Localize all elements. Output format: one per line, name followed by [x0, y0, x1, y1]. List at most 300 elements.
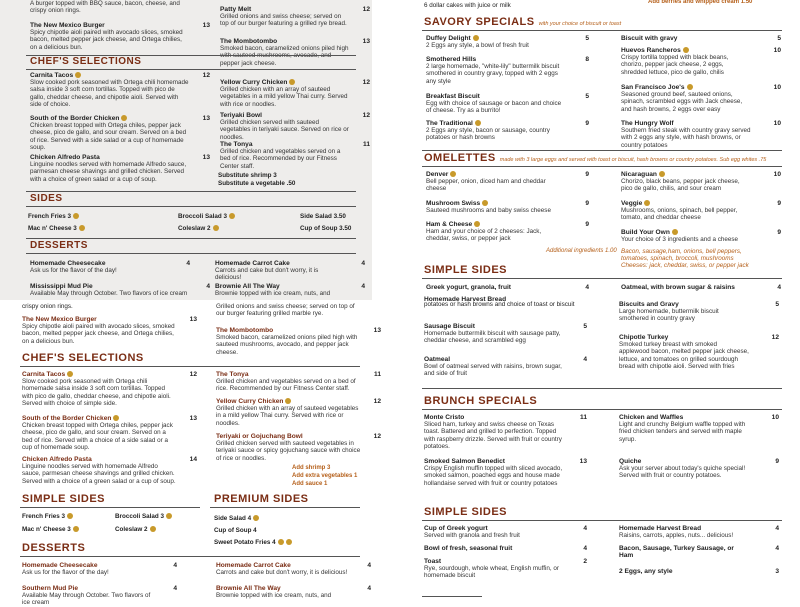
side-two-eggs: [619, 568, 779, 575]
veg-icon: [67, 513, 73, 519]
side-broccoli-salad: [115, 513, 172, 520]
item-price: 4: [361, 283, 365, 290]
item-price: 4: [367, 585, 371, 592]
veg-icon: [166, 513, 172, 519]
item-title: Cup of Greek yogurt: [424, 525, 488, 532]
build-ingredient-list: Bacon, sausage,ham, onions, bell peppers, tomatoes, spinach, broccoli, mushrooms Cheeses: jack, cheddar, swiss, or pepper jack: [621, 248, 749, 270]
item-title: The New Mexico Burger: [22, 316, 97, 323]
item-title: San Francisco Joe's: [621, 84, 685, 91]
side-sweet-potato-fries: [214, 539, 292, 546]
item-price: 4: [583, 525, 587, 532]
item-price: 9: [777, 229, 781, 236]
item-price: 4: [173, 585, 177, 592]
substitute-shrimp: Substitute shrimp 3: [218, 172, 277, 179]
item-title: Bowl of fresh, seasonal fruit: [424, 545, 513, 552]
pepper-icon: [113, 415, 119, 421]
veg-icon: [278, 539, 284, 545]
item-price: 13: [189, 316, 197, 323]
menu-item-duffey: [426, 35, 589, 50]
item-price: 10: [773, 47, 781, 54]
pepper-icon: [683, 47, 689, 53]
item-price: 13: [579, 458, 587, 465]
dessert-mud-pie: [22, 585, 177, 607]
divider: [422, 596, 482, 597]
side-french-fries: [22, 513, 73, 520]
menu-item-new-mexico-burger: [30, 22, 210, 51]
section-header-simple-sides: SIMPLE SIDES: [22, 493, 106, 505]
section-header-premium-sides: PREMIUM SIDES: [214, 493, 309, 505]
dessert-cheesecake: [22, 562, 177, 577]
item-desc: Grilled chicken served with sauteed vegetables in teriyaki sauce. Served on rice or noodles.: [220, 119, 349, 141]
side-label: French Fries 3: [28, 213, 72, 220]
item-price: 13: [362, 38, 370, 45]
item-price: 4: [777, 284, 781, 291]
item-price: 2: [583, 558, 587, 565]
item-desc: Rye, sourdough, whole wheat, English muffin, or homemade biscuit: [424, 565, 559, 580]
divider: [422, 520, 782, 521]
item-price: 12: [373, 398, 381, 405]
side-cup-soup: Cup of Soup 4: [214, 527, 257, 534]
add-sauce: Add sauce 1: [292, 481, 328, 487]
menu-item-chicken-waffles: [619, 414, 779, 443]
pepper-icon: [659, 171, 665, 177]
item-title: Oatmeal, with brown sugar & raisins: [621, 284, 735, 291]
veg-icon: [672, 229, 678, 235]
side-oatmeal: [621, 284, 781, 291]
item-price: 9: [585, 200, 589, 207]
divider: [20, 507, 200, 508]
item-desc: Light and crunchy Belgium waffle topped with fried chicken tenders and served with maple syrup.: [619, 421, 746, 443]
item-desc: Sliced ham, turkey and swiss cheese on Texas toast. Battered and grilled to perfection. Topped with raspberry drizzle. Served with fruit or country potatoes.: [424, 421, 562, 450]
menu-item-teriyaki-bowl: [220, 112, 370, 141]
item-title: The Tonya: [216, 371, 249, 378]
menu-item-san-francisco-joes: [621, 84, 781, 113]
section-header-chefs: CHEF'S SELECTIONS: [30, 56, 142, 67]
item-desc: Available May through October. Two flavors of ice cream: [30, 290, 188, 298]
header-subtitle: with your choice of biscuit or toast: [538, 21, 622, 27]
menu-item-hungry-wolf: [621, 120, 781, 149]
dessert-carrot-cake: [216, 562, 371, 577]
item-price: 8: [585, 56, 589, 63]
item-title: Patty Melt: [220, 6, 252, 13]
item-desc: Grilled chicken and vegetables served on a bed of rice. Recommended by our Fitness Center staff.: [216, 378, 356, 393]
section-header-simple-sides: SIMPLE SIDES: [424, 264, 508, 276]
menu-item-tonya: [216, 371, 381, 393]
item-price: 10: [773, 171, 781, 178]
section-header-chefs: CHEF'S SELECTIONS: [22, 352, 144, 364]
menu-item-mombotombo: [216, 327, 381, 356]
menu-item-south-border: [22, 415, 197, 451]
item-price: 4: [585, 284, 589, 291]
item-price: 11: [363, 141, 370, 148]
item-desc: Bell pepper, onion, diced ham and cheddar cheese: [426, 178, 546, 193]
item-price: 4: [775, 525, 779, 532]
item-price: 5: [585, 35, 589, 42]
item-title: Oatmeal: [424, 356, 451, 363]
item-title: Toast: [424, 558, 442, 565]
fragment-onion-rings: crispy onion rings.: [22, 303, 73, 310]
item-title: Huevos Rancheros: [621, 47, 681, 54]
item-desc: Smoked bacon, caramelized onions piled high with sauteed mushrooms, avocado, and pepper jack cheese.: [216, 334, 358, 356]
item-price: 12: [771, 334, 779, 341]
item-desc: Spicy chipotle aioli paired with avocado slices, smoked bacon, melted pepper jack cheese, and Ortega chilies, on a delicious bun.: [22, 323, 175, 345]
fragment-potatoes: potatoes or hash browns and choice of toast or biscuit: [424, 301, 575, 308]
item-desc: Crispy tortilla topped with black beans, chorizo, pepper jack cheese, 2 eggs, shredded lettuce, pico de gallo, chilis: [621, 54, 729, 76]
item-desc: Chicken breast topped with Ortega chiles, pepper jack cheese, pico de gallo, and sour cream. Served on a bed of rice. Served with a choice of a side salad or a cup of homemade soup.: [22, 422, 173, 451]
section-header-simple-sides: SIMPLE SIDES: [424, 506, 508, 518]
item-desc: Large homemade, buttermilk biscuit smothered in country gravy: [619, 308, 719, 323]
item-price: 4: [775, 545, 779, 552]
item-desc: Homemade buttermilk biscuit with sausage patty, cheddar cheese, and scrambled egg: [424, 330, 561, 345]
item-desc: 2 Eggs any style, a bowl of fresh fruit: [426, 42, 529, 50]
item-title: Build Your Own: [621, 229, 670, 236]
item-price: 12: [202, 72, 210, 79]
item-price: 9: [585, 171, 589, 178]
veg-icon: [73, 526, 79, 532]
item-price: 9: [775, 458, 779, 465]
item-title: Bacon, Sausage, Turkey Sausage, or Ham: [619, 545, 734, 560]
item-price: 11: [580, 414, 587, 421]
menu-item-tonya: [220, 141, 370, 170]
dessert-cheesecake: [30, 260, 190, 275]
menu-item-denver: [426, 171, 589, 193]
veg-icon: [644, 200, 650, 206]
menu-item-chicken-alfredo: [22, 456, 197, 485]
item-title: Smothered Hills: [426, 56, 477, 63]
item-desc: Chorizo, black beans, pepper jack cheese, pico de gallo, chilis, and sour cream: [621, 178, 740, 193]
section-header-brunch: BRUNCH SPECIALS: [424, 395, 538, 407]
item-title: Homemade Harvest Bread: [619, 525, 702, 532]
item-title: Chicken and Waffles: [619, 414, 684, 421]
menu-item-smothered-hills: [426, 56, 589, 85]
menu-item-salmon-benedict: [424, 458, 587, 487]
item-title: Monte Cristo: [424, 414, 465, 421]
item-price: 4: [361, 260, 365, 267]
item-title: Biscuit with gravy: [621, 35, 678, 42]
item-title: The Hungry Wolf: [621, 120, 674, 127]
header-label: OMELETTES: [424, 152, 496, 164]
veg-icon: [687, 84, 693, 90]
item-price: 9: [777, 200, 781, 207]
divider: [422, 166, 782, 167]
item-desc: Served with granola and fresh fruit: [424, 532, 520, 540]
divider: [26, 253, 356, 254]
side-toast: [424, 558, 587, 580]
menu-item-new-mexico-burger: [22, 316, 197, 345]
item-title: Yellow Curry Chicken: [220, 79, 288, 86]
item-title: Smoked Salmon Benedict: [424, 458, 505, 465]
item-desc: 2 Eggs any style, bacon or sausage, country potatoes or hash browns: [426, 127, 550, 142]
section-header-sides: SIDES: [30, 193, 63, 204]
item-price: 10: [771, 414, 779, 421]
top-right-menu-panel: [400, 0, 800, 300]
item-desc: Your choice of 3 ingredients and a cheese: [621, 236, 739, 244]
menu-item-carnita-tacos: [30, 72, 210, 108]
divider: [210, 507, 360, 508]
item-desc: Raisins, carrots, apples, nuts... delicious!: [619, 532, 734, 540]
side-label: Mac n' Cheese 3: [22, 526, 71, 533]
item-desc: Carrots and cake but don't worry, it is delicious!: [216, 569, 348, 577]
section-header-omelettes: [424, 152, 766, 164]
veg-icon: [213, 225, 219, 231]
item-title: Greek yogurt, granola, fruit: [426, 284, 512, 291]
side-french-fries: [28, 213, 79, 220]
item-price: 5: [583, 323, 587, 330]
divider: [422, 388, 782, 389]
veg-icon: [473, 35, 479, 41]
menu-item-huevos-rancheros: [621, 47, 781, 76]
veg-icon: [474, 221, 480, 227]
bottom-right-menu-panel: [400, 296, 800, 600]
menu-item-chicken-alfredo: [30, 154, 210, 183]
item-price: 5: [775, 301, 779, 308]
item-title: Breakfast Biscuit: [426, 93, 480, 100]
divider: [20, 556, 360, 557]
menu-item-oatmeal: [424, 356, 587, 378]
item-title: Homemade Cheesecake: [30, 260, 106, 267]
menu-item-biscuits-gravy: [619, 301, 779, 323]
item-price: 4: [206, 283, 210, 290]
divider: [20, 366, 360, 367]
divider: [422, 409, 782, 410]
item-title: South of the Border Chicken: [22, 415, 112, 422]
veg-icon: [73, 213, 79, 219]
item-desc: Slow cooked pork seasoned with Ortega chili homemade salsa inside 3 soft corn tortillas. Topped with pico de gallo, cheddar cheese, and chipotle aioli. Served with choice of simple side.: [22, 378, 171, 407]
item-title: Teriyaki Bowl: [220, 112, 263, 119]
item-title: Homemade Carrot Cake: [215, 260, 290, 267]
item-desc: Linguine noodles served with homemade Alfredo sauce, parmesan cheese shavings and grilled chicken. Served with a choice of green salad or a cup of soup.: [30, 161, 187, 183]
item-title: Teriyaki or Gojuchang Bowl: [216, 433, 303, 440]
item-title: Chicken Alfredo Pasta: [22, 456, 92, 463]
item-title: Mushroom Swiss: [426, 200, 481, 207]
item-title: Quiche: [619, 458, 642, 465]
item-price: 4: [583, 545, 587, 552]
menu-item-quiche: [619, 458, 779, 480]
side-mac-cheese: [22, 526, 79, 533]
menu-item-yellow-curry: [220, 79, 370, 108]
item-desc: Carrots and cake but don't worry, it is delicious!: [215, 267, 319, 282]
menu-item-yellow-curry: [216, 398, 381, 427]
item-price: 12: [189, 371, 197, 378]
item-title: Chicken Alfredo Pasta: [30, 154, 100, 161]
item-desc: A burger topped with BBQ sauce, bacon, cheese, and crispy onion rings.: [30, 0, 180, 15]
item-desc: Brownie topped with ice cream, nuts, and: [216, 592, 332, 600]
divider: [26, 206, 356, 207]
item-title: The Tonya: [220, 141, 253, 148]
side-side-salad: Side Salad 3.50: [300, 213, 346, 220]
menu-item-chipotle-turkey: [619, 334, 779, 370]
menu-item-mushroom-swiss: [426, 200, 589, 215]
dessert-brownie: [215, 283, 365, 298]
item-price: 13: [202, 22, 210, 29]
side-label: French Fries 3: [22, 513, 66, 520]
veg-icon: [450, 171, 456, 177]
header-label: SAVORY SPECIALS: [424, 16, 535, 28]
item-desc: Chicken breast topped with Ortega chiles, pepper jack cheese, pico de gallo, and sour cream. Served on a bed of rice. Served with a side salad or a cup of homemade soup.: [30, 122, 187, 151]
divider: [422, 150, 782, 151]
item-price: 4: [173, 562, 177, 569]
item-title: Southern Mud Pie: [22, 585, 79, 592]
side-meats: [619, 545, 779, 560]
side-coleslaw: [115, 526, 156, 533]
item-desc: Brownie topped with ice cream, nuts, and: [215, 290, 331, 298]
item-desc: Crispy English muffin topped with sliced avocado, smoked salmon, poached eggs and house made hollandaise served with fruit or country potatoes: [424, 465, 563, 487]
item-desc: Sauteed mushrooms and baby swiss cheese: [426, 207, 551, 215]
header-subtitle: made with 3 large eggs and served with toast or biscuit, hash browns or country potatoes. Sub egg whites .75: [499, 157, 767, 163]
item-desc: Ask your server about today's quiche special! Served with fruit or country potatoes.: [619, 465, 746, 480]
item-price: 13: [373, 327, 381, 334]
pepper-icon: [285, 398, 291, 404]
item-desc: Smoked bacon, caramelized onions piled high pepper jack cheese.: [220, 45, 349, 67]
item-title: Nicaraguan: [621, 171, 657, 178]
item-price: 5: [777, 35, 781, 42]
item-title: The New Mexico Burger: [30, 22, 105, 29]
side-label: Sweet Potato Fries 4: [214, 539, 276, 546]
substitute-vegetable: Substitute a vegetable .50: [218, 180, 296, 187]
side-side-salad: [214, 515, 259, 522]
veg-icon: [475, 120, 481, 126]
item-price: 9: [585, 221, 589, 228]
item-desc: Ham and your choice of 2 cheeses: Jack, cheddar, swiss, or pepper jack: [426, 228, 542, 243]
item-desc: Grilled chicken served with sauteed vegetables in teriyaki sauce or spicy gojuchang sauce with choice of rice or noodles.: [216, 440, 361, 462]
item-desc: Bowl of oatmeal served with raisins, brown sugar, and side of fruit: [424, 363, 562, 378]
item-price: 12: [373, 433, 381, 440]
menu-item-monte-cristo: [424, 414, 587, 450]
item-title: Duffey Delight: [426, 35, 471, 42]
dessert-mud-pie: [30, 283, 210, 298]
divider: [26, 191, 356, 192]
item-price: 12: [362, 79, 370, 86]
item-title: Chipotle Turkey: [619, 334, 669, 341]
menu-item-biscuit-gravy: [621, 35, 781, 42]
item-title: 2 Eggs, any style: [619, 568, 673, 575]
item-title: Mississippi Mud Pie: [30, 283, 93, 290]
item-title: Carnita Tacos: [30, 72, 74, 79]
item-price: 3: [775, 568, 779, 575]
section-header-savory: [424, 16, 621, 28]
veg-icon: [482, 200, 488, 206]
side-cup-soup: Cup of Soup 3.50: [300, 225, 352, 232]
item-desc: Spicy chipotle aioli paired with avocado slices, smoked bacon, melted pepper jack cheese, and Ortega chilies, on a delicious bun.: [30, 29, 183, 51]
add-shrimp: Add shrimp 3: [292, 465, 331, 471]
dessert-brownie: [216, 585, 371, 600]
menu-item-teriyaki-gojuchang: [216, 433, 381, 462]
item-title: The Mombotombo: [216, 327, 274, 334]
side-greek-yogurt: [426, 284, 589, 291]
item-title: The Traditional: [426, 120, 473, 127]
side-label: Broccoli Salad 3: [115, 513, 164, 520]
item-desc: Grilled chicken with an array of sauteed vegetables in a mild yellow Thai curry. Served with rice or noodles.: [216, 405, 359, 427]
menu-item-south-border: [30, 115, 210, 151]
side-label: Broccoli Salad 3: [178, 213, 227, 220]
item-price: 4: [583, 356, 587, 363]
item-desc: Slow cooked pork seasoned with Ortega chili homemade salsa inside 3 soft corn tortillas. Topped with pico de gallo, cheddar cheese, and chipotle aioli. Served with side of choice.: [30, 79, 189, 108]
veg-icon: [229, 213, 235, 219]
item-desc: Seasoned ground beef, sauteed onions, spinach, scrambled eggs with Jack cheese, and hash browns, 2 eggs over easy: [621, 91, 743, 113]
item-title: Yellow Curry Chicken: [216, 398, 284, 405]
item-title: Brownie All The Way: [215, 283, 280, 290]
menu-item-ham-cheese: [426, 221, 589, 243]
item-title: Homemade Cheesecake: [22, 562, 98, 569]
divider: [26, 69, 356, 70]
item-desc: Grilled chicken and vegetables served on a bed of rice. Recommended by our Fitness Center staff.: [220, 148, 341, 170]
item-title: Homemade Carrot Cake: [216, 562, 291, 569]
item-desc: Mushrooms, onions, spinach, bell pepper, tomato, and cheddar cheese: [621, 207, 738, 222]
item-price: 5: [585, 93, 589, 100]
menu-item-build-your-own: [621, 229, 781, 244]
item-title: Homemade Harvest Bread: [424, 296, 507, 303]
menu-item-traditional: [426, 120, 589, 142]
menu-item-mombotombo: [220, 38, 370, 67]
menu-item-patty-melt: [220, 6, 370, 28]
item-price: 4: [367, 562, 371, 569]
additional-ingredients-note: Additional ingredients 1.00: [546, 248, 617, 254]
item-price: 12: [362, 6, 370, 13]
side-broccoli-salad: [178, 213, 235, 220]
pepper-icon: [75, 72, 81, 78]
item-title: The Mombotombo: [220, 38, 278, 45]
item-price: 13: [202, 115, 210, 122]
section-header-desserts: DESSERTS: [30, 240, 88, 251]
item-title: Sausage Biscuit: [424, 323, 475, 330]
item-price: 4: [186, 260, 190, 267]
item-desc: Linguine noodles served with homemade Alfredo sauce, parmesan cheese shavings and grilled chicken. Served with a choice of a green salad or a cup of soup.: [22, 463, 176, 485]
item-desc: Ask us for the flavor of the day!: [30, 267, 117, 275]
menu-item-patty-melt: [216, 303, 361, 317]
item-desc: Egg with choice of sausage or bacon and choice of cheese. Try as a burrito!: [426, 100, 562, 115]
item-price: 11: [374, 371, 381, 378]
item-price: 13: [202, 154, 210, 161]
side-label: Mac n' Cheese 3: [28, 225, 77, 232]
veg-icon: [253, 515, 259, 521]
side-label: Side Salad 4: [214, 515, 252, 522]
veg-icon: [286, 539, 292, 545]
item-price: 12: [362, 112, 370, 119]
side-cup-greek-yogurt: [424, 525, 587, 540]
menu-item-breakfast-biscuit: [426, 93, 589, 115]
fragment-berries: Add berries and whipped cream 1.50: [648, 0, 753, 5]
item-price: 14: [189, 456, 197, 463]
side-fruit-bowl: [424, 545, 587, 552]
menu-item-sausage-biscuit: [424, 323, 587, 345]
pepper-icon: [121, 115, 127, 121]
menu-item-carnita-tacos: [22, 371, 197, 407]
item-title: Denver: [426, 171, 449, 178]
item-price: 13: [189, 415, 197, 422]
item-desc: Available May through October. Two flavors of ice cream: [22, 592, 151, 607]
divider: [422, 30, 782, 31]
item-title: Biscuits and Gravy: [619, 301, 679, 308]
section-header-desserts: DESSERTS: [22, 542, 86, 554]
menu-item-nicaraguan: [621, 171, 781, 193]
item-title: Brownie All The Way: [216, 585, 281, 592]
dessert-carrot-cake: [215, 260, 365, 282]
divider: [26, 238, 356, 239]
fragment-cakes: 6 dollar cakes with juice or milk: [424, 2, 511, 9]
side-coleslaw: [178, 225, 219, 232]
menu-item-veggie: [621, 200, 781, 222]
divider: [422, 278, 782, 279]
item-title: Carnita Tacos: [22, 371, 66, 378]
bottom-left-menu-panel: [0, 300, 381, 607]
side-label: Coleslaw 2: [115, 526, 148, 533]
add-vegetables: Add extra vegetables 1: [292, 473, 358, 479]
item-desc: Grilled onions and swiss cheese; served on top of our burger featuring grilled marble rye.: [216, 303, 355, 318]
pepper-icon: [67, 371, 73, 377]
veg-icon: [150, 526, 156, 532]
side-mac-cheese: [28, 225, 85, 232]
item-title: South of the Border Chicken: [30, 115, 120, 122]
